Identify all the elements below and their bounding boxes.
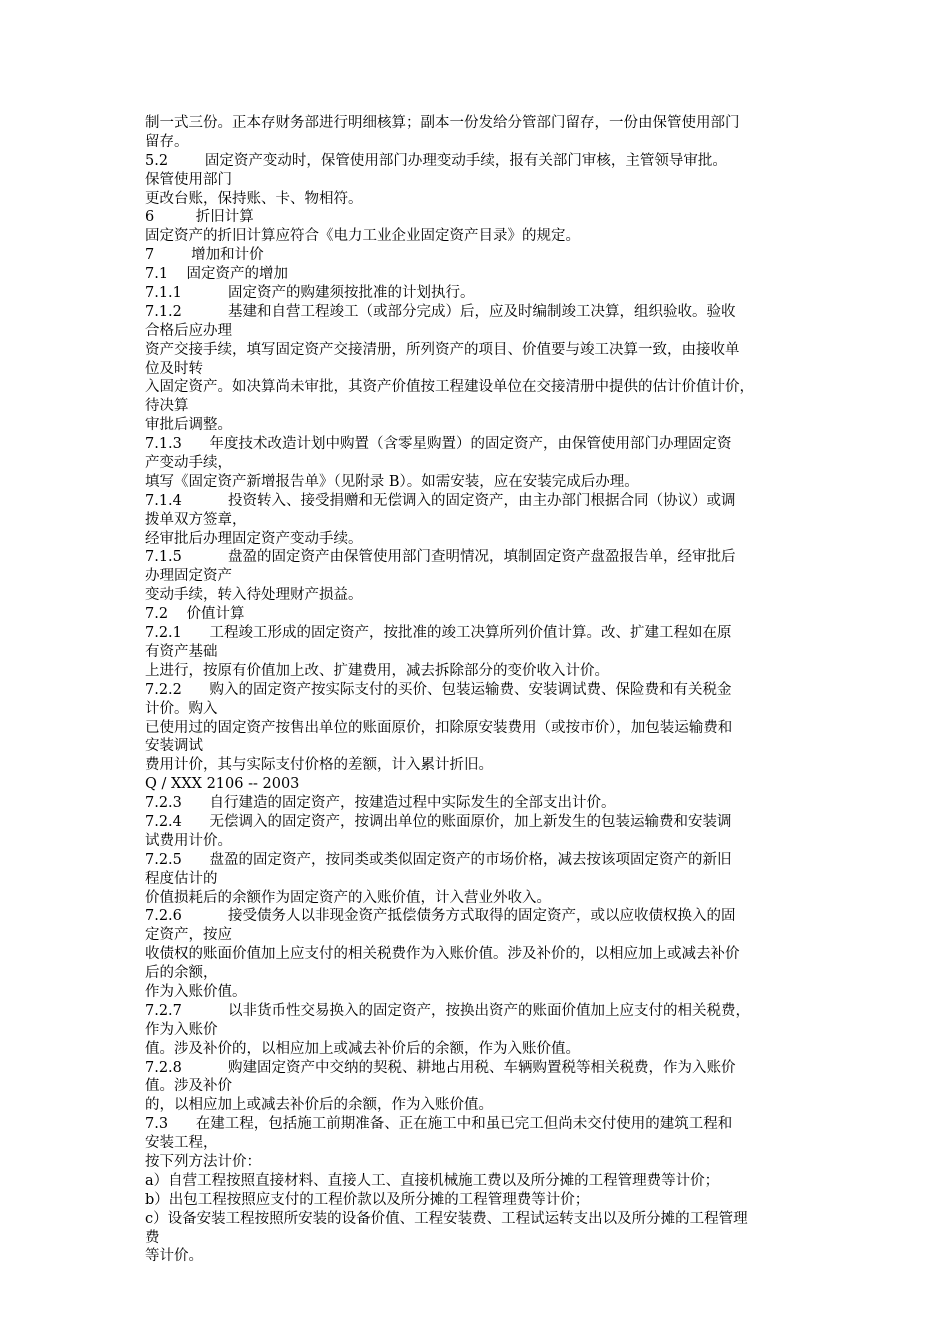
- text-line: 入固定资产。如决算尚未审批，其资产价值按工程建设单位在交接清册中提供的估计价值计价，: [145, 379, 754, 396]
- text-line: 7.1.4 投资转入、接受捐赠和无偿调入的固定资产，由主办部门根据合同（协议）或调: [145, 492, 736, 509]
- text-line: 值。涉及补价: [145, 1078, 232, 1095]
- text-line: 费用计价，其与实际支付价格的差额，计入累计折旧。: [145, 757, 493, 774]
- text-line: 收债权的账面价值加上应支付的相关税费作为入账价值。涉及补价的，以相应加上或减去补价: [145, 946, 740, 963]
- text-line: 保管使用部门: [145, 171, 232, 188]
- text-line: 7.1 固定资产的增加: [145, 266, 288, 283]
- text-line: 拨单双方签章，: [145, 511, 247, 528]
- text-line: 7 增加和计价: [145, 247, 264, 264]
- text-line: c）设备安装工程按照所安装的设备价值、工程安装费、工程试运转支出以及所分摊的工程管理: [145, 1210, 748, 1227]
- text-line: Q / XXX 2106 -- 2003: [145, 776, 300, 793]
- text-line: 资产交接手续，填写固定资产交接清册，所列资产的项目、价值要与竣工决算一致，由接收单: [145, 341, 740, 358]
- text-line: 等计价。: [145, 1248, 203, 1265]
- text-line: 的，以相应加上或减去补价后的余额，作为入账价值。: [145, 1097, 493, 1114]
- text-line: 作为入账价值。: [145, 983, 247, 1000]
- text-line: 7.1.1 固定资产的购建须按批准的计划执行。: [145, 285, 475, 302]
- document-body: [145, 114, 815, 1266]
- text-line: 定资产，按应: [145, 927, 232, 944]
- text-line: 7.2.3 自行建造的固定资产，按建造过程中实际发生的全部支出计价。: [145, 795, 616, 812]
- text-line: 审批后调整。: [145, 417, 232, 434]
- text-line: 试费用计价。: [145, 832, 232, 849]
- text-line: 安装调试: [145, 738, 203, 755]
- text-line: 值。涉及补价的，以相应加上或减去补价后的余额，作为入账价值。: [145, 1040, 580, 1057]
- text-line: 7.1.3 年度技术改造计划中购置（含零星购置）的固定资产，由保管使用部门办理固定资: [145, 436, 732, 453]
- text-line: 已使用过的固定资产按售出单位的账面原价，扣除原安装费用（或按市价），加包装运输费和: [145, 719, 733, 736]
- text-line: 留存。: [145, 133, 189, 150]
- document-page: [145, 114, 815, 1266]
- text-line: 固定资产的折旧计算应符合《电力工业企业固定资产目录》的规定。: [145, 228, 580, 245]
- text-line: 更改台账，保持账、卡、物相符。: [145, 190, 363, 207]
- text-line: 7.1.5 盘盈的固定资产由保管使用部门查明情况，填制固定资产盘盈报告单，经审批后: [145, 549, 736, 566]
- text-line: 7.2.1 工程竣工形成的固定资产，按批准的竣工决算所列价值计算。改、扩建工程如在原: [145, 625, 732, 642]
- text-line: 填写《固定资产新增报告单》（见附录 B）。如需安装，应在安装完成后办理。: [145, 473, 639, 490]
- text-line: 上进行，按原有价值加上改、扩建费用，减去拆除部分的变价收入计价。: [145, 662, 609, 679]
- text-line: 7.2.5 盘盈的固定资产，按同类或类似固定资产的市场价格，减去按该项固定资产的新旧: [145, 851, 732, 868]
- text-line: 7.2.7 以非货币性交易换入的固定资产，按换出资产的账面价值加上应支付的相关税费，: [145, 1002, 750, 1019]
- text-line: 产变动手续，: [145, 455, 232, 472]
- text-line: 待决算: [145, 398, 189, 415]
- text-line: 有资产基础: [145, 643, 218, 660]
- text-line: 7.2.6 接受债务人以非现金资产抵偿债务方式取得的固定资产，或以应收债权换入的固: [145, 908, 736, 925]
- text-line: 7.2.4 无偿调入的固定资产，按调出单位的账面原价，加上新发生的包装运输费和安装调: [145, 813, 732, 830]
- text-line: 7.1.2 基建和自营工程竣工（或部分完成）后，应及时编制竣工决算，组织验收。验收: [145, 303, 736, 320]
- text-line: 费: [145, 1229, 160, 1246]
- text-line: 5.2 固定资产变动时，保管使用部门办理变动手续，报有关部门审核，主管领导审批。: [145, 152, 727, 169]
- text-line: 办理固定资产: [145, 568, 232, 585]
- text-line: 价值损耗后的余额作为固定资产的入账价值，计入营业外收入。: [145, 889, 551, 906]
- text-line: 制一式三份。正本存财务部进行明细核算；副本一份发给分管部门留存，一份由保管使用部门: [145, 115, 740, 131]
- text-line: a）自营工程按照直接材料、直接人工、直接机械施工费以及所分摊的工程管理费等计价；: [145, 1172, 720, 1189]
- text-line: 程度估计的: [145, 870, 218, 887]
- text-line: 按下列方法计价：: [145, 1153, 261, 1170]
- text-line: 安装工程，: [145, 1135, 218, 1152]
- text-line: 计价。购入: [145, 700, 218, 717]
- text-line: 后的余额，: [145, 965, 218, 982]
- text-line: 经审批后办理固定资产变动手续。: [145, 530, 363, 547]
- text-line: 作为入账价: [145, 1021, 218, 1038]
- text-line: 7.2.8 购建固定资产中交纳的契税、耕地占用税、车辆购置税等相关税费，作为入账价: [145, 1059, 736, 1076]
- text-line: b）出包工程按照应支付的工程价款以及所分摊的工程管理费等计价；: [145, 1191, 590, 1208]
- text-line: 7.3 在建工程，包括施工前期准备、正在施工中和虽已完工但尚未交付使用的建筑工程和: [145, 1116, 733, 1133]
- text-line: 6 折旧计算: [145, 209, 254, 226]
- text-line: 合格后应办理: [145, 322, 232, 339]
- text-line: 7.2 价值计算: [145, 606, 245, 623]
- text-line: 位及时转: [145, 360, 203, 377]
- text-line: 变动手续，转入待处理财产损益。: [145, 587, 363, 604]
- text-line: 7.2.2 购入的固定资产按实际支付的买价、包装运输费、安装调试费、保险费和有关税金: [145, 681, 732, 698]
